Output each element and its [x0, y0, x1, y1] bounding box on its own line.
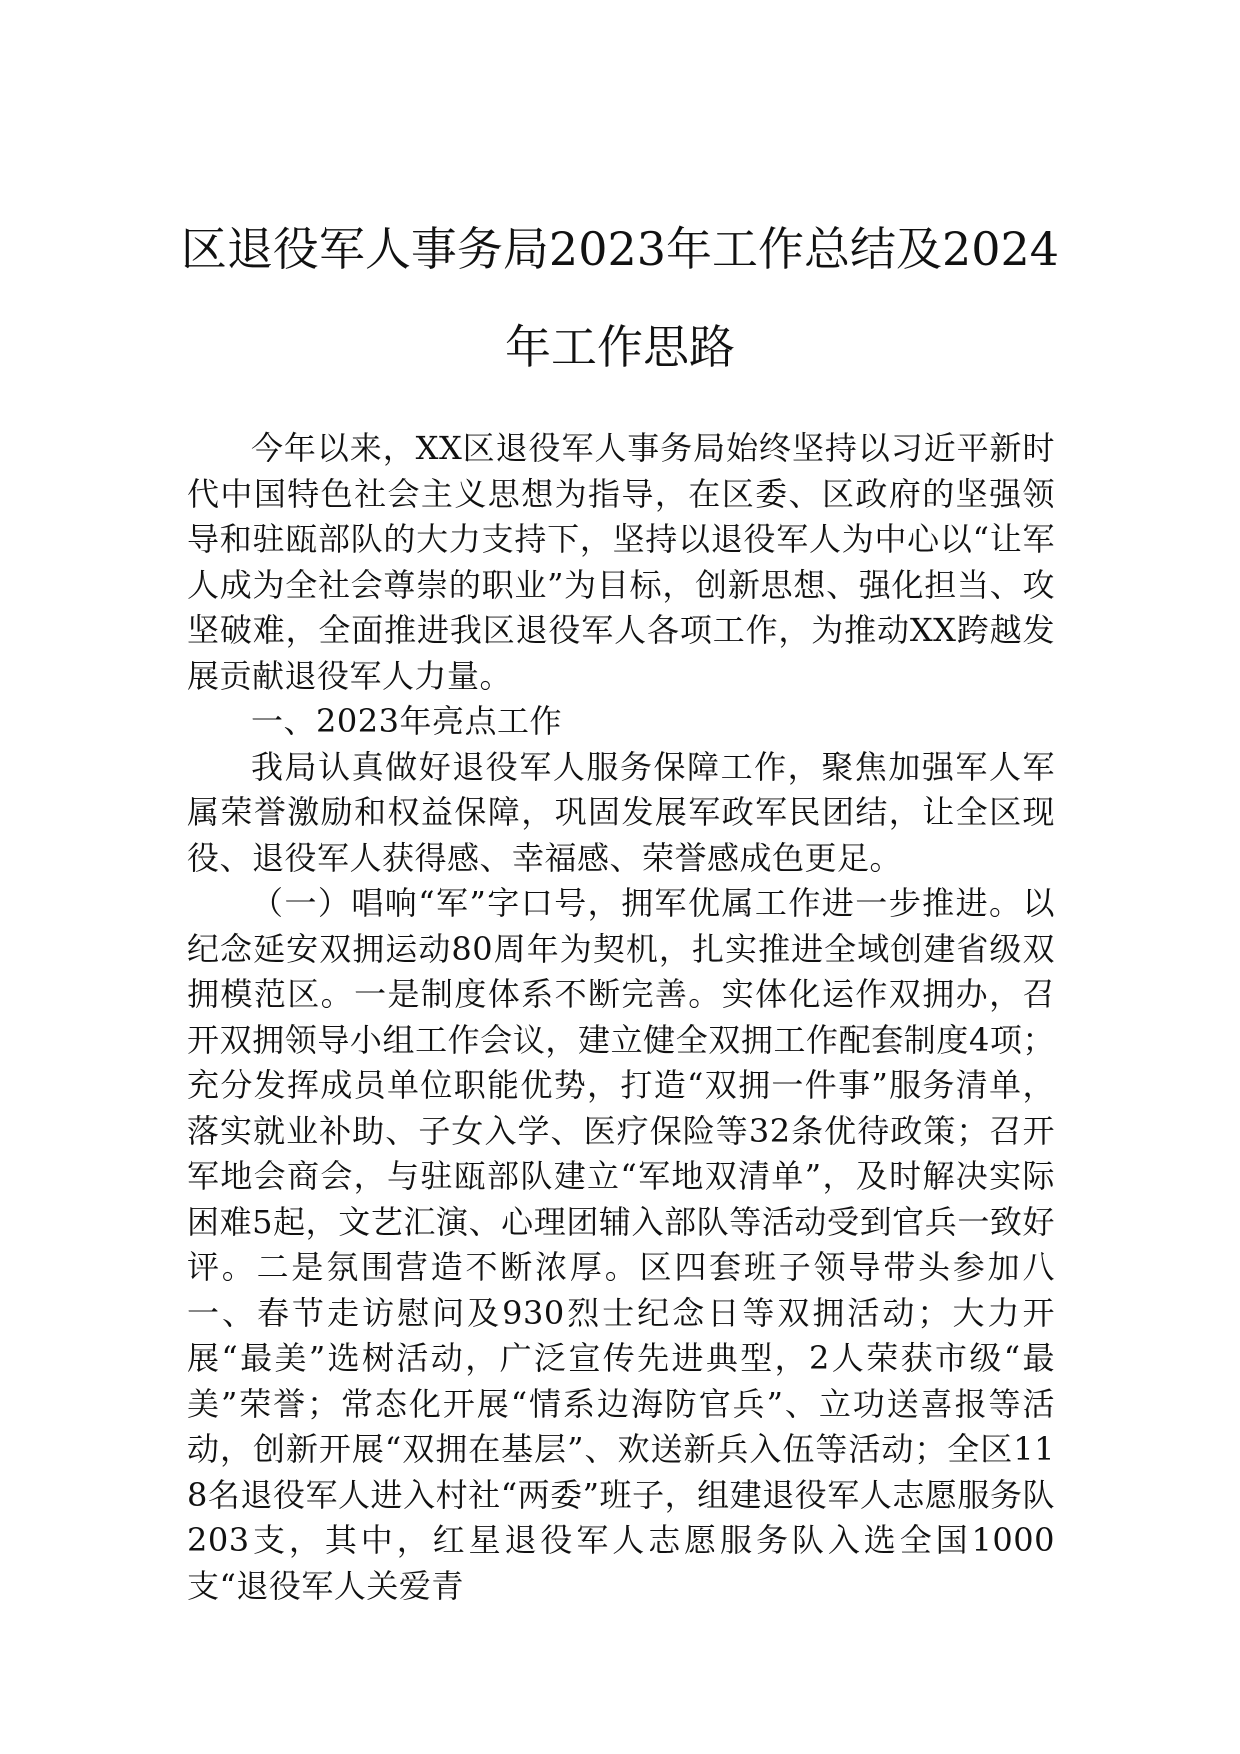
section-intro-paragraph: 我局认真做好退役军人服务保障工作，聚焦加强军人军属荣誉激励和权益保障，巩固发展军政军民团结，让全区现役、退役军人获得感、幸福感、荣誉感成色更足。	[187, 747, 1055, 877]
document-body	[187, 426, 1055, 1609]
title-line-2: 年工作思路	[505, 320, 735, 374]
title-line-1: 区退役军人事务局2023年工作总结及2024	[180, 222, 1060, 276]
section-heading: 一、2023年亮点工作	[251, 702, 562, 740]
document-title	[150, 200, 1090, 396]
subsection-paragraph: （一）唱响“军”字口号，拥军优属工作进一步推进。以纪念延安双拥运动80周年为契机，扎实推进全域创建省级双拥模范区。一是制度体系不断完善。实体化运作双拥办，召开双拥领导小组工作会议，建立健全双拥工作配套制度4项；充分发挥成员单位职能优势，打造“双拥一件事”服务清单，落实就业补助、子女入学、医疗保险等32条优待政策；召开军地会商会，与驻瓯部队建立“军地双清单”，及时解决实际困难5起，文艺汇演、心理团辅入部队等活动受到官兵一致好评。二是氛围营造不断浓厚。区四套班子领导带头参加八一、春节走访慰问及930烈士纪念日等双拥活动；大力开展“最美”选树活动，广泛宣传先进典型，2人荣获市级“最美”荣誉；常态化开展“情系边海防官兵”、立功送喜报等活动，创新开展“双拥在基层”、欢送新兵入伍等活动；全区118名退役军人进入村社“两委”班子，组建退役军人志愿服务队203支，其中，红星退役军人志愿服务队入选全国1000支“退役军人关爱青	[187, 884, 1055, 1605]
intro-paragraph: 今年以来，XX区退役军人事务局始终坚持以习近平新时代中国特色社会主义思想为指导，在区委、区政府的坚强领导和驻瓯部队的大力支持下，坚持以退役军人为中心以“让军人成为全社会尊崇的职业”为目标，创新思想、强化担当、攻坚破难，全面推进我区退役军人各项工作，为推动XX跨越发展贡献退役军人力量。	[187, 429, 1055, 695]
